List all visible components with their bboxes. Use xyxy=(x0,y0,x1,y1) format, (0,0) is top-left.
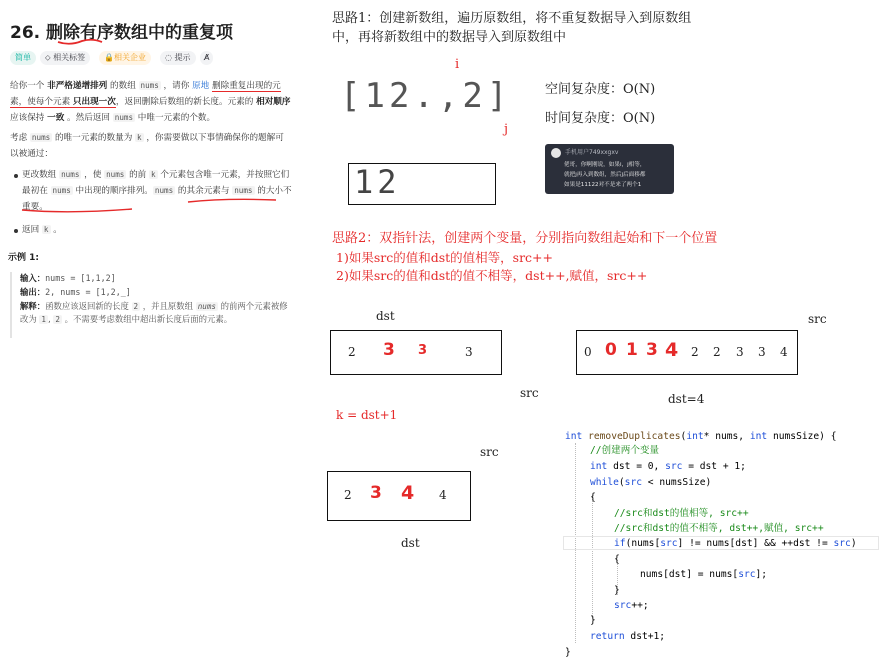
idea2: 思路2：双指针法，创建两个变量，分别指向数组起始和下一个位置 xyxy=(332,231,718,246)
array-sketch-2: 12 xyxy=(354,163,401,201)
array-box-a1 xyxy=(330,330,502,375)
array-cell: 2 xyxy=(713,345,721,359)
array-cell: 3 xyxy=(370,483,382,503)
problem-paragraph-2: 考虑 nums 的唯一元素的数量为 k ，你需要做以下事情确保你的题解可以被通过： xyxy=(10,133,284,159)
title-annotation xyxy=(56,36,106,48)
array-cell: 4 xyxy=(780,345,788,359)
code-line-4: while(src < numsSize) xyxy=(590,477,712,488)
code-line-1: int removeDuplicates(int* nums, int numsSize) { xyxy=(565,431,837,442)
code-line-11: } xyxy=(614,585,620,596)
array-cell: 4 xyxy=(401,482,415,504)
hint-tag[interactable]: ◌ 提示 xyxy=(160,51,196,65)
problem-paragraph-1: 给你一个 非严格递增排列 的数组 nums ，请你 原地 删除重复出现的元素，使每个元素 只出现一次，返回删除后数组的新长度。元素的 相对顺序 应该保持 一致 。然后返回 nums 中唯一元素的个数。 xyxy=(10,81,291,123)
tag-icon: ⬦ xyxy=(45,53,54,62)
comment-line: 就把j再入到数组，然后j后面移都 xyxy=(564,172,646,178)
array-cell: 3 xyxy=(418,343,428,358)
src-label: src xyxy=(808,312,827,326)
code-line-13: } xyxy=(590,615,596,626)
difficulty-tag[interactable]: 简单 xyxy=(10,51,36,65)
example-input: 输入：nums = [1,1,2] xyxy=(20,273,116,283)
k-formula: k = dst+1 xyxy=(336,408,398,422)
bullet-icon xyxy=(14,174,18,178)
example-heading: 示例 1: xyxy=(8,253,39,263)
code-line-9: { xyxy=(614,554,620,565)
requirement-annotation-2 xyxy=(20,205,140,217)
src-label: src xyxy=(520,386,539,400)
requirement-item-2: 返回 k 。 xyxy=(22,225,62,235)
requirement-item-1: 更改数组 nums ，使 nums 的前 k 个元素包含唯一元素，并按照它们最初在 nums 中出现的顺序排列。 nums 的其余元素与 nums 的大小不重要。 xyxy=(22,170,292,212)
src-label: src xyxy=(480,445,499,459)
array-cell: 1 xyxy=(626,340,638,360)
code-line-14: return dst+1; xyxy=(590,631,666,642)
companies-tag[interactable]: 🔒相关企业 xyxy=(99,51,151,65)
code-line-5: { xyxy=(590,492,596,503)
array-cell: 3 xyxy=(736,345,744,359)
array-cell: 4 xyxy=(665,339,679,361)
array-cell: 4 xyxy=(439,488,447,502)
code-line-8: if(nums[src] != nums[dst] && ++dst != src) xyxy=(614,538,857,549)
translate-button[interactable]: A̸ xyxy=(200,51,213,65)
comment-username: 手机用户749xxgxv xyxy=(565,149,619,156)
example-explanation: 解释：函数应该返回新的长度 2 ，并且原数组 nums 的前两个元素被修改为 1 , 2 。不需要考虑数组中超出新长度后面的元素。 xyxy=(20,301,288,324)
comment-line: 如果是11122对不是来了两个1 xyxy=(564,182,642,188)
lock-icon: 🔒 xyxy=(104,53,114,62)
array-cell: 3 xyxy=(758,345,766,359)
rule-1: 1)如果src的值和dst的值相等，src++ xyxy=(336,250,553,265)
array-cell: 3 xyxy=(646,340,658,360)
code-line-6: //src和dst的值相等, src++ xyxy=(614,508,749,519)
pointer-j: j xyxy=(504,122,509,137)
dst-equals-label: dst=4 xyxy=(668,392,705,406)
code-line-12: src++; xyxy=(614,600,649,611)
array-cell: 2 xyxy=(691,345,699,359)
time-complexity: 时间复杂度：O(N) xyxy=(545,111,656,126)
space-complexity: 空间复杂度：O(N) xyxy=(545,82,656,97)
bulb-icon: ◌ xyxy=(165,53,175,62)
problem-title: 26. 删除有序数组中的重复项 xyxy=(10,23,234,43)
code-line-7: //src和dst的值不相等, dst++,赋值, src++ xyxy=(614,523,824,534)
array-cell: 3 xyxy=(465,345,473,359)
bullet-icon xyxy=(14,229,18,233)
topics-tag[interactable]: ⬦ 相关标签 xyxy=(40,51,90,65)
example-border xyxy=(10,272,12,338)
comment-line: 佬哥，你啊刚说，如果i，j相等， xyxy=(564,162,646,168)
array-cell: 0 xyxy=(584,345,592,359)
dst-label: dst xyxy=(376,309,395,323)
rule-2: 2)如果src的值和dst的值不相等，dst++,赋值，src++ xyxy=(336,268,648,283)
pointer-i: i xyxy=(455,57,460,72)
code-line-15: } xyxy=(565,647,571,658)
array-cell: 2 xyxy=(344,488,352,502)
avatar xyxy=(551,148,561,158)
code-line-10: nums[dst] = nums[src]; xyxy=(640,569,768,580)
array-cell: 0 xyxy=(605,340,617,360)
code-line-2: //创建两个变量 xyxy=(590,445,660,456)
array-cell: 2 xyxy=(348,345,356,359)
dst-label: dst xyxy=(401,536,420,550)
example-output: 输出：2, nums = [1,2,_] xyxy=(20,287,131,297)
requirement-annotation xyxy=(186,196,281,216)
array-cell: 3 xyxy=(383,340,395,360)
indent-guide xyxy=(592,495,593,620)
code-line-3: int dst = 0, src = dst + 1; xyxy=(590,461,746,472)
idea1-line1: 思路1：创建新数组，遍历原数组，将不重复数据导入到原数组 xyxy=(332,11,692,26)
idea1-line2: 中，再将新数组中的数据导入到原数组中 xyxy=(332,30,567,45)
array-sketch-1: [12.,2] xyxy=(340,76,512,116)
